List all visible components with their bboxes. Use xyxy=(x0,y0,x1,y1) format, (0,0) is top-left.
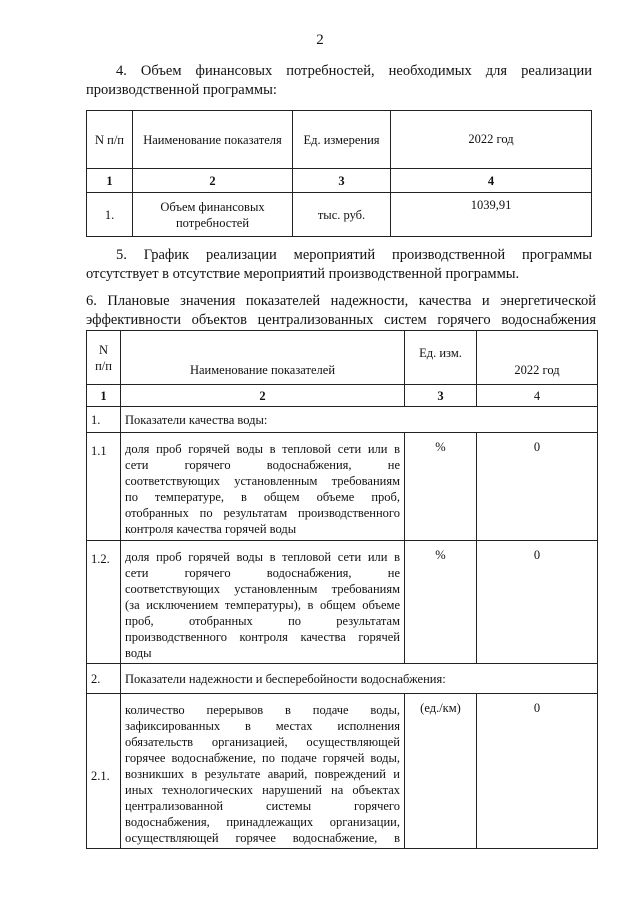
row-num: 1.1 xyxy=(87,433,121,541)
row-value: 0 xyxy=(477,694,598,849)
table-row xyxy=(87,541,598,664)
row-name-line: водоснабжения, принадлежащих организации, xyxy=(125,815,400,829)
row-name-line: осуществляющей горячее водоснабжение, в xyxy=(125,831,400,845)
row-name-line: сети горячего водоснабжения, не xyxy=(125,566,400,580)
group-num: 1. xyxy=(87,407,121,433)
table-header-row xyxy=(87,111,592,169)
section4-heading-line1: 4. Объем финансовых потребностей, необходимых для реализации xyxy=(116,63,592,79)
row-name-line: (за исключением температуры), в общем объеме xyxy=(125,598,400,612)
section5-line2: отсутствует в отсутствие мероприятий производственной программы. xyxy=(86,266,520,282)
row-name-line: доля проб горячей воды в тепловой сети или в xyxy=(125,550,400,564)
row-name-line: потребностей xyxy=(175,215,250,230)
row-name-line: проб, отобранных по результатам xyxy=(125,614,400,628)
row-unit: (ед./км) xyxy=(405,694,477,849)
row-name-line: количество перерывов в подаче воды, xyxy=(125,703,400,717)
row-name-line: обязательств организацией, осуществляющей xyxy=(125,735,400,749)
header-name: Наименование показателя xyxy=(133,111,293,169)
table-row xyxy=(87,694,598,849)
row-num: 1.2. xyxy=(87,541,121,664)
section6-heading-line1: 6. Плановые значения показателей надежности, качества и энергетической xyxy=(86,293,596,309)
row-name-line: контроля качества горячей воды xyxy=(125,522,297,536)
header-name: Наименование показателей xyxy=(121,331,405,385)
row-name-line: доля проб горячей воды в тепловой сети или в xyxy=(125,442,400,456)
section5-line1: 5. График реализации мероприятий производственной программы xyxy=(116,247,592,263)
row-unit: % xyxy=(405,433,477,541)
table-header-row xyxy=(87,331,598,385)
numbering-cell: 4 xyxy=(477,385,598,407)
row-name-line: зафиксированных в местах исполнения xyxy=(125,719,400,733)
header-unit: Ед. измерения xyxy=(293,111,391,169)
row-name-line: сети горячего водоснабжения, не xyxy=(125,458,400,472)
numbering-cell: 3 xyxy=(405,385,477,407)
group-title: Показатели надежности и бесперебойности водоснабжения: xyxy=(121,664,598,694)
row-name-line: централизованной системы горячего xyxy=(125,799,400,813)
row-name-line: иных технологических нарушений на объектах xyxy=(125,783,400,797)
numbering-cell: 4 xyxy=(391,169,592,193)
numbering-row xyxy=(87,385,598,407)
row-num: 1. xyxy=(87,193,133,237)
row-name xyxy=(121,541,405,664)
header-num-line: п/п xyxy=(95,358,112,373)
header-unit: Ед. изм. xyxy=(405,331,477,385)
row-name-line: возникших в результате аварий, повреждений и xyxy=(125,767,400,781)
row-name xyxy=(133,193,293,237)
section4-heading-line2: производственной программы: xyxy=(86,82,277,98)
row-value: 0 xyxy=(477,541,598,664)
group-title: Показатели качества воды: xyxy=(121,407,598,433)
section6-heading xyxy=(86,292,596,330)
group-num: 2. xyxy=(87,664,121,694)
row-name-line: воды xyxy=(125,646,152,660)
financial-needs-table xyxy=(86,110,592,237)
row-unit: тыс. руб. xyxy=(293,193,391,237)
indicators-table xyxy=(86,330,598,849)
row-name-line: по температуре, в общем объеме проб, xyxy=(125,490,400,504)
row-value: 0 xyxy=(477,433,598,541)
row-name-line: соответствующих установленным требованиям xyxy=(125,474,400,488)
row-name xyxy=(121,433,405,541)
section4-heading xyxy=(86,62,592,100)
row-value: 1039,91 xyxy=(391,193,592,237)
row-num: 2.1. xyxy=(87,694,121,849)
table-row xyxy=(87,433,598,541)
numbering-cell: 2 xyxy=(121,385,405,407)
numbering-cell: 1 xyxy=(87,385,121,407)
group-row xyxy=(87,407,598,433)
table-row xyxy=(87,193,592,237)
row-name-line: производственного контроля качества горячей xyxy=(125,630,400,644)
row-name-line: отобранных по результатам производственного xyxy=(125,506,400,520)
header-year: 2022 год xyxy=(391,111,592,169)
section6-heading-line2: эффективности объектов централизованных систем горячего водоснабжения xyxy=(86,312,596,328)
row-name-line: Объем финансовых xyxy=(160,199,265,214)
row-name xyxy=(121,694,405,849)
row-name-line: соответствующих установленным требованиям xyxy=(125,582,400,596)
numbering-cell: 3 xyxy=(293,169,391,193)
row-name-line: горячее водоснабжение, по подаче горячей воды, xyxy=(125,751,400,765)
header-num-line: N xyxy=(98,342,109,357)
row-unit: % xyxy=(405,541,477,664)
numbering-cell: 1 xyxy=(87,169,133,193)
numbering-cell: 2 xyxy=(133,169,293,193)
numbering-row xyxy=(87,169,592,193)
section5-paragraph xyxy=(86,246,592,284)
page-number: 2 xyxy=(316,32,324,48)
header-num: N п/п xyxy=(87,111,133,169)
header-num xyxy=(87,331,121,385)
header-year: 2022 год xyxy=(477,331,598,385)
group-row xyxy=(87,664,598,694)
